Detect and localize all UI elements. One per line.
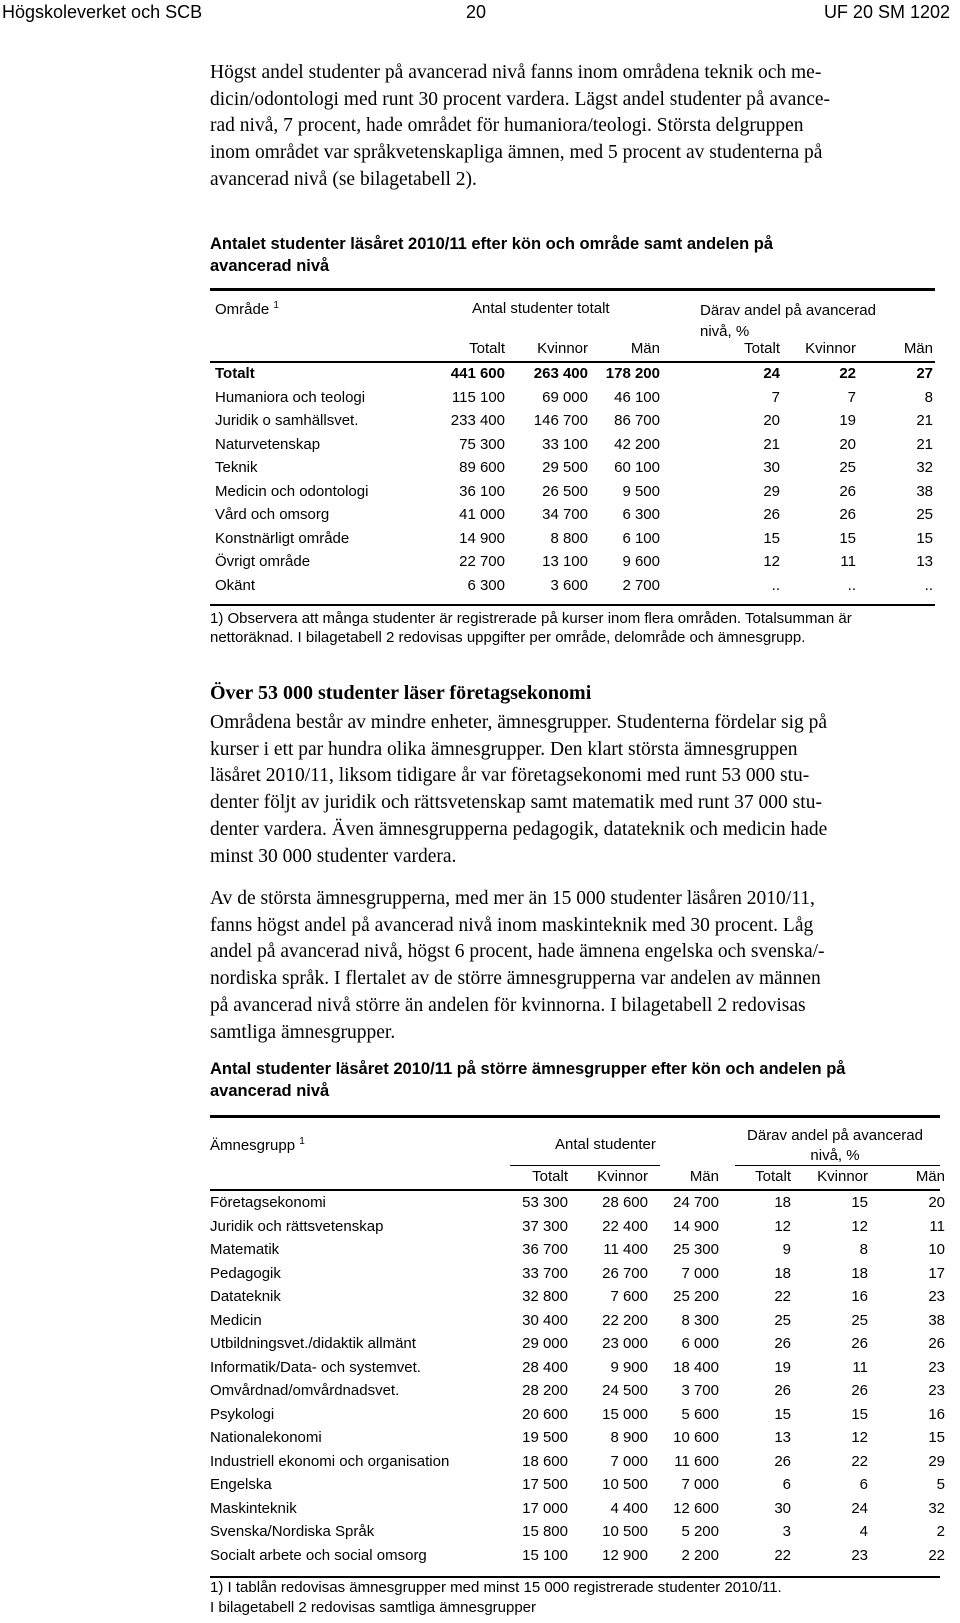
- table-cell: 30: [763, 459, 780, 477]
- table-cell: 18: [774, 1194, 791, 1212]
- table-cell: 34 700: [542, 506, 588, 524]
- table-row: [215, 550, 933, 574]
- table-row: [215, 433, 933, 457]
- table1-col-area: Område $^1$: [215, 300, 279, 318]
- table-row: [215, 527, 933, 551]
- row-label: Omvårdnad/omvårdnadsvet.: [210, 1382, 400, 1400]
- table-cell: 7: [847, 388, 856, 406]
- table-cell: 21: [916, 412, 933, 430]
- table-cell: 22: [774, 1546, 791, 1564]
- table-cell: 53 300: [522, 1194, 568, 1212]
- table1-bottom-rule: [210, 604, 935, 606]
- table2-title-line: avancerad nivå: [210, 1082, 330, 1100]
- table2-col-group: Ämnesgrupp $^1$: [210, 1136, 305, 1154]
- table-cell: 6: [859, 1476, 868, 1494]
- table-row: [210, 1426, 945, 1450]
- table-cell: 146 700: [533, 412, 588, 430]
- table-cell: 16: [851, 1288, 868, 1306]
- paragraph-line: denter följt av juridik och rättsvetenskap samt matematik med runt 37 000 stu-: [210, 792, 822, 814]
- table-cell: 441 600: [450, 365, 505, 383]
- table-cell: 7 000: [681, 1264, 719, 1282]
- table-row: [215, 362, 933, 386]
- row-label: Pedagogik: [210, 1264, 281, 1282]
- table-cell: 26 700: [602, 1264, 648, 1282]
- page-number: 20: [466, 2, 487, 22]
- table-cell: 25: [839, 459, 856, 477]
- table-cell: 20: [839, 435, 856, 453]
- table-cell: 10 500: [602, 1523, 648, 1541]
- table-cell: 3 600: [550, 576, 588, 594]
- row-label: Psykologi: [210, 1405, 275, 1423]
- intro-line: rad nivå, 7 procent, hade området för humaniora/teologi. Största delgruppen: [210, 115, 804, 137]
- subcol: Män: [630, 340, 660, 357]
- table-cell: 5 200: [681, 1523, 719, 1541]
- table-cell: 15 000: [602, 1405, 648, 1423]
- subcol: Kvinnor: [597, 1168, 648, 1185]
- table-row: [215, 456, 933, 480]
- table-cell: 16: [928, 1405, 945, 1423]
- table-row: [210, 1332, 945, 1356]
- table-cell: 2 200: [681, 1546, 719, 1564]
- table1-group2-header: Därav andel på avancerad nivå, %: [700, 302, 876, 340]
- paragraph-3: [210, 886, 950, 1046]
- table-cell: 24 700: [673, 1194, 719, 1212]
- table-row: [210, 1544, 945, 1568]
- table-cell: 6: [782, 1476, 791, 1494]
- row-label: Informatik/Data- och systemvet.: [210, 1358, 421, 1376]
- subcol: Kvinnor: [817, 1168, 868, 1185]
- intro-line: avancerad nivå (se bilagetabell 2).: [210, 168, 477, 190]
- table-cell: 14 900: [673, 1217, 719, 1235]
- table-cell: 12: [763, 553, 780, 571]
- table-cell: 9 900: [610, 1358, 648, 1376]
- table-row: [210, 1403, 945, 1427]
- table-cell: 26: [774, 1382, 791, 1400]
- table-row: [210, 1356, 945, 1380]
- table-row: [210, 1473, 945, 1497]
- table-cell: 24 500: [602, 1382, 648, 1400]
- row-label: Naturvetenskap: [215, 435, 321, 453]
- table-cell: 11 600: [674, 1452, 719, 1470]
- table2-group1-header: Antal studenter: [555, 1136, 656, 1153]
- table-cell: 26: [839, 506, 856, 524]
- table-cell: 22 400: [602, 1217, 648, 1235]
- table-cell: 6 000: [681, 1335, 719, 1353]
- intro-line: dicin/odontologi med runt 30 procent vardera. Lägst andel studenter på avance-: [210, 88, 830, 110]
- table-cell: 60 100: [614, 459, 660, 477]
- paragraph-line: på avancerad nivå större än andelen för kvinnorna. I bilagetabell 2 redovisas: [210, 994, 806, 1016]
- row-label: Humaniora och teologi: [215, 388, 366, 406]
- table-cell: 6 100: [622, 529, 660, 547]
- table1-body: [215, 362, 933, 597]
- table-cell: 12: [774, 1217, 791, 1235]
- table-cell: 75 300: [459, 435, 505, 453]
- footnote-ref: 1: [299, 1136, 305, 1147]
- table-cell: 15: [774, 1405, 791, 1423]
- table-cell: 29 500: [542, 459, 588, 477]
- table-cell: 11: [840, 553, 856, 571]
- row-label: Nationalekonomi: [210, 1429, 322, 1447]
- table-cell: 2: [936, 1523, 945, 1541]
- paragraph-line: samtliga ämnesgrupper.: [210, 1021, 396, 1043]
- table-cell: 17 500: [522, 1476, 568, 1494]
- paragraph-line: andel på avancerad nivå, högst 6 procent, hade ämnena engelska och svenska/-: [210, 941, 825, 963]
- table-cell: 30: [774, 1499, 791, 1517]
- table-row: [210, 1379, 945, 1403]
- table-cell: 42 200: [614, 435, 660, 453]
- table-cell: 20: [928, 1194, 945, 1212]
- table1-title: [210, 233, 773, 277]
- table-cell: 5 600: [681, 1405, 719, 1423]
- intro-line: Högst andel studenter på avancerad nivå fanns inom områdena teknik och me-: [210, 62, 822, 83]
- table2-footnote: 1) I tablån redovisas ämnesgrupper med minst 15 000 registrerade studenter 2010/11. I bilagetabell 2 redovisas samtliga ämnesgrupper: [210, 1579, 782, 1616]
- table-cell: 19: [839, 412, 856, 430]
- row-label: Företagsekonomi: [210, 1194, 326, 1212]
- table-cell: 7 000: [610, 1452, 648, 1470]
- table-cell: 29 000: [522, 1335, 568, 1353]
- subcol: Män: [689, 1168, 719, 1185]
- table-row: [215, 409, 933, 433]
- table-cell: 26: [774, 1452, 791, 1470]
- paragraph-2: [210, 710, 950, 870]
- table-cell: 178 200: [605, 365, 660, 383]
- table-cell: 38: [916, 482, 933, 500]
- table-cell: 23: [928, 1358, 945, 1376]
- table-cell: 33 100: [542, 435, 588, 453]
- subcol: Män: [903, 340, 933, 357]
- table-cell: 29: [928, 1452, 945, 1470]
- table-cell: 24: [763, 365, 780, 383]
- table-cell: 25: [851, 1311, 868, 1329]
- table-cell: 15: [928, 1429, 945, 1447]
- table-cell: ..: [771, 576, 780, 594]
- table1-footnote: 1) Observera att många studenter är registrerade på kurser inom flera områden. Totalsumman är nettoräknad. I bilagetabell 2 redovisas uppgifter per område, delområde och ämnesgrupp.: [210, 610, 852, 646]
- table-cell: 33 700: [522, 1264, 568, 1282]
- table-cell: 19: [774, 1358, 791, 1376]
- table-cell: 12: [851, 1429, 868, 1447]
- table-row: [210, 1497, 945, 1521]
- table-cell: 25: [774, 1311, 791, 1329]
- table-cell: 21: [916, 435, 933, 453]
- paragraph-line: Områdena består av mindre enheter, ämnesgrupper. Studenterna fördelar sig på: [210, 712, 828, 733]
- row-label: Maskinteknik: [210, 1499, 297, 1517]
- table-cell: 26: [763, 506, 780, 524]
- table-cell: 32: [916, 459, 933, 477]
- table-cell: 19 500: [522, 1429, 568, 1447]
- table-cell: 15: [851, 1405, 868, 1423]
- table-row: [210, 1450, 945, 1474]
- table1-top-rule: [210, 288, 935, 291]
- row-label: Juridik o samhällsvet.: [215, 412, 359, 430]
- table-cell: 263 400: [533, 365, 588, 383]
- table-cell: 5: [936, 1476, 945, 1494]
- subcol: Kvinnor: [537, 340, 588, 357]
- subcol: Kvinnor: [805, 340, 856, 357]
- table-cell: 28 600: [602, 1194, 648, 1212]
- table-cell: 28 400: [522, 1358, 568, 1376]
- table2-top-rule: [210, 1115, 940, 1118]
- table-cell: 22: [774, 1288, 791, 1306]
- table-cell: 15 800: [522, 1523, 568, 1541]
- table-cell: 18: [851, 1264, 868, 1282]
- table-cell: 8: [924, 388, 933, 406]
- table-cell: 26 500: [542, 482, 588, 500]
- table-cell: 9 500: [622, 482, 660, 500]
- table-row: [215, 386, 933, 410]
- table1-title-line: Antalet studenter läsåret 2010/11 efter kön och område samt andelen på: [210, 235, 774, 253]
- paragraph-line: Av de största ämnesgrupperna, med mer än 15 000 studenter läsåren 2010/11,: [210, 888, 815, 909]
- footnote-ref: 1: [273, 300, 279, 311]
- table-cell: 14 900: [459, 529, 505, 547]
- table-cell: 22 700: [459, 553, 505, 571]
- table-cell: 20 600: [522, 1405, 568, 1423]
- row-label: Industriell ekonomi och organisation: [210, 1452, 450, 1470]
- table-cell: 13: [774, 1429, 791, 1447]
- table-cell: ..: [924, 576, 933, 594]
- table-cell: 15 100: [522, 1546, 568, 1564]
- table2-group2-header: Därav andel på avancerad nivå, %: [747, 1127, 923, 1164]
- row-label: Totalt: [215, 365, 255, 383]
- table-cell: 6 300: [622, 506, 660, 524]
- table-cell: 23: [851, 1546, 868, 1564]
- table-row: [210, 1309, 945, 1333]
- table-cell: 46 100: [614, 388, 660, 406]
- table-cell: 26: [774, 1335, 791, 1353]
- table-cell: 37 300: [522, 1217, 568, 1235]
- row-label: Övrigt område: [215, 553, 311, 571]
- paragraph-line: nordiska språk. I flertalet av de större ämnesgrupperna var andelen av männen: [210, 968, 821, 990]
- table-cell: 8 900: [610, 1429, 648, 1447]
- table-cell: 18 400: [673, 1358, 719, 1376]
- table-cell: 15: [851, 1194, 868, 1212]
- table-cell: 27: [916, 365, 933, 383]
- row-label: Socialt arbete och social omsorg: [210, 1546, 427, 1564]
- row-label: Juridik och rättsvetenskap: [210, 1217, 384, 1235]
- table-cell: 89 600: [459, 459, 505, 477]
- table-cell: 12 900: [602, 1546, 648, 1564]
- table-cell: 3 700: [681, 1382, 719, 1400]
- table-cell: 12 600: [673, 1499, 719, 1517]
- table-cell: 4: [859, 1523, 868, 1541]
- table-cell: 4 400: [610, 1499, 648, 1517]
- table-cell: 10: [928, 1241, 945, 1259]
- row-label: Medicin och odontologi: [215, 482, 369, 500]
- table-cell: 115 100: [451, 388, 505, 406]
- table-cell: 18 600: [522, 1452, 568, 1470]
- table-cell: 12: [851, 1217, 868, 1235]
- subcol: Män: [915, 1168, 945, 1185]
- table-cell: 11 400: [603, 1241, 648, 1259]
- table-cell: 22 200: [602, 1311, 648, 1329]
- paragraph-line: kurser i ett par hundra olika ämnesgrupper. Den klart största ämnesgruppen: [210, 738, 798, 760]
- row-label: Vård och omsorg: [215, 506, 330, 524]
- table-cell: 25 200: [673, 1288, 719, 1306]
- intro-line: inom området var språkvetenskapliga ämnen, med 5 procent av studenterna på: [210, 142, 823, 164]
- subcol: Totalt: [532, 1168, 568, 1185]
- table2-group1-rule: [510, 1165, 660, 1166]
- row-label: Svenska/Nordiska Språk: [210, 1523, 375, 1541]
- row-label: Datateknik: [210, 1288, 281, 1306]
- table-cell: 26: [928, 1335, 945, 1353]
- table-cell: 13 100: [542, 553, 588, 571]
- table2-body: [210, 1191, 945, 1567]
- table-cell: 8 300: [681, 1311, 719, 1329]
- table-cell: 32 800: [522, 1288, 568, 1306]
- table-cell: 11: [852, 1358, 868, 1376]
- table-row: [210, 1262, 945, 1286]
- row-label: Matematik: [210, 1241, 280, 1259]
- table-cell: 11: [929, 1217, 945, 1235]
- table-cell: 36 700: [522, 1241, 568, 1259]
- paragraph-line: fanns högst andel på avancerad nivå inom maskinteknik med 30 procent. Låg: [210, 914, 814, 936]
- table-row: [215, 574, 933, 598]
- table-cell: 22: [928, 1546, 945, 1564]
- table-row: [210, 1191, 945, 1215]
- table-cell: 26: [851, 1335, 868, 1353]
- table-row: [210, 1215, 945, 1239]
- table-cell: 69 000: [542, 388, 588, 406]
- table1-title-line: avancerad nivå: [210, 257, 330, 275]
- table-cell: 32: [928, 1499, 945, 1517]
- table-cell: 22: [851, 1452, 868, 1470]
- table-cell: 28 200: [522, 1382, 568, 1400]
- table-cell: 24: [851, 1499, 868, 1517]
- header-right: UF 20 SM 1202: [823, 2, 950, 22]
- subcol: Totalt: [469, 340, 505, 357]
- table1-subheader: [405, 340, 933, 357]
- table-cell: 23: [928, 1382, 945, 1400]
- table-cell: 9: [782, 1241, 791, 1259]
- paragraph-line: minst 30 000 studenter vardera.: [210, 845, 457, 867]
- table-cell: 30 400: [522, 1311, 568, 1329]
- table1-group1-header: Antal studenter totalt: [472, 300, 610, 317]
- table-cell: 20: [763, 412, 780, 430]
- table-row: [210, 1238, 945, 1262]
- table-cell: 29: [763, 482, 780, 500]
- table-cell: 26: [851, 1382, 868, 1400]
- table-cell: 15: [916, 529, 933, 547]
- table2-group2-rule: [735, 1165, 940, 1166]
- table-cell: 23 000: [602, 1335, 648, 1353]
- table-cell: 41 000: [459, 506, 505, 524]
- table-cell: 36 100: [459, 482, 505, 500]
- table-cell: 8 800: [550, 529, 588, 547]
- table-cell: 7 000: [681, 1476, 719, 1494]
- row-label: Konstnärligt område: [215, 529, 350, 547]
- table-cell: 38: [928, 1311, 945, 1329]
- table-cell: 15: [839, 529, 856, 547]
- table-cell: 6 300: [467, 576, 505, 594]
- table-cell: 17 000: [522, 1499, 568, 1517]
- table2-title: [210, 1058, 845, 1102]
- row-label: Medicin: [210, 1311, 262, 1329]
- subcol: Totalt: [744, 340, 780, 357]
- table-cell: 233 400: [450, 412, 505, 430]
- table-cell: 10 500: [602, 1476, 648, 1494]
- header-left: Högskoleverket och SCB: [2, 2, 203, 22]
- table-cell: 25: [916, 506, 933, 524]
- table-cell: ..: [847, 576, 856, 594]
- table-cell: 17: [928, 1264, 945, 1282]
- table-cell: 8: [859, 1241, 868, 1259]
- table-cell: 21: [763, 435, 780, 453]
- row-label: Teknik: [215, 459, 258, 477]
- table2-subheader: [485, 1168, 945, 1185]
- table-cell: 9 600: [622, 553, 660, 571]
- table-cell: 15: [763, 529, 780, 547]
- table-cell: 18: [774, 1264, 791, 1282]
- table-cell: 13: [916, 553, 933, 571]
- paragraph-line: läsåret 2010/11, liksom tidigare år var företagsekonomi med runt 53 000 stu-: [210, 765, 810, 787]
- table-cell: 7 600: [610, 1288, 648, 1306]
- table-cell: 23: [928, 1288, 945, 1306]
- table-cell: 22: [839, 365, 856, 383]
- paragraph-line: denter vardera. Även ämnesgrupperna pedagogik, datateknik och medicin hade: [210, 818, 828, 840]
- row-label: Okänt: [215, 576, 256, 594]
- row-label: Engelska: [210, 1476, 272, 1494]
- subcol: Totalt: [755, 1168, 791, 1185]
- table2-title-line: Antal studenter läsåret 2010/11 på större ämnesgrupper efter kön och andelen på: [210, 1060, 846, 1078]
- table-cell: 25 300: [673, 1241, 719, 1259]
- table-row: [215, 480, 933, 504]
- table-cell: 3: [782, 1523, 791, 1541]
- table-row: [210, 1285, 945, 1309]
- table-cell: 26: [839, 482, 856, 500]
- table-cell: 10 600: [673, 1429, 719, 1447]
- row-label: Utbildningsvet./didaktik allmänt: [210, 1335, 416, 1353]
- table-cell: 86 700: [614, 412, 660, 430]
- table-cell: 7: [771, 388, 780, 406]
- table-row: [210, 1520, 945, 1544]
- intro-paragraph: [210, 60, 950, 194]
- table-cell: 2 700: [622, 576, 660, 594]
- table-row: [215, 503, 933, 527]
- section-heading: Över 53 000 studenter läser företagsekonomi: [210, 682, 592, 704]
